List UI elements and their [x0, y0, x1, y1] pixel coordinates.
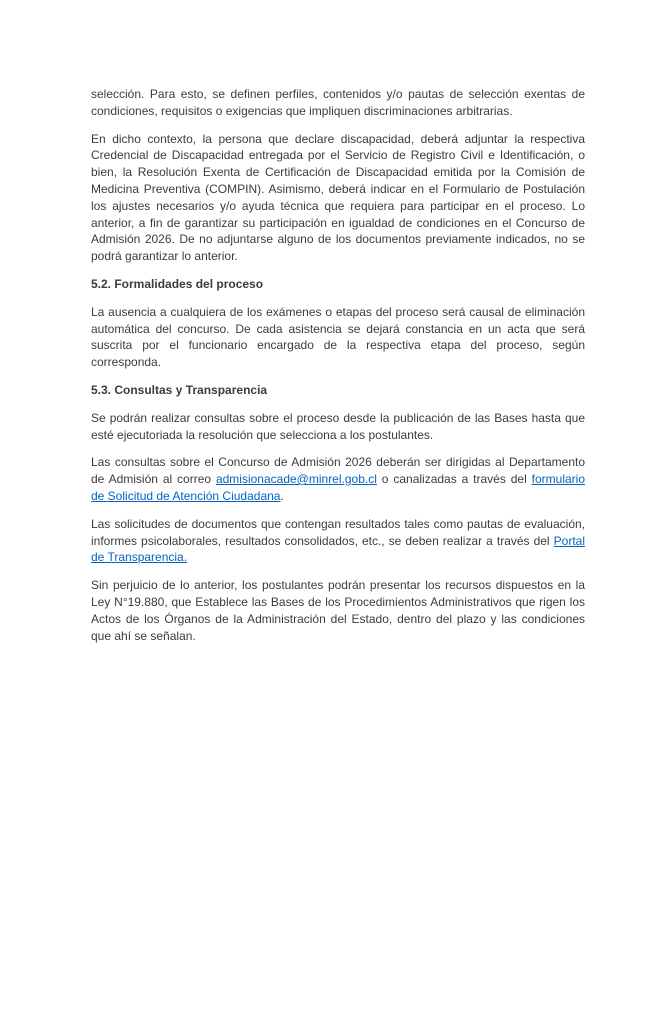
- section-heading: [91, 276, 585, 293]
- section-heading: [91, 382, 585, 399]
- text-run: o canalizadas a través del: [376, 472, 532, 487]
- text-run: Se podrán realizar consultas sobre el proceso desde la publicación de las Bases hasta que esté ejecutoriada la resolución que selecciona a los postulantes.: [91, 410, 585, 442]
- text-run: 5.2. Formalidades del proceso: [91, 276, 264, 291]
- text-run: Las solicitudes de documentos que contengan resultados tales como pautas de evaluación, informes psicolaborales, resultados consolidados, etc., se deben realizar a través del: [91, 516, 585, 548]
- document-content: [91, 86, 585, 655]
- portal-transparencia-link[interactable]: Portal de Transparencia.: [91, 533, 585, 565]
- paragraph: [91, 410, 585, 444]
- paragraph: [91, 454, 585, 504]
- paragraph: [91, 131, 585, 265]
- paragraph: [91, 577, 585, 644]
- text-run: Sin perjuicio de lo anterior, los postulantes podrán presentar los recursos dispuestos en la Ley N°19.880, que Establece las Bases de los Procedimientos Administrativos que rigen los Actos de los Órganos de la Administración del Estado, dentro del plazo y las condiciones que ahí se señalan.: [91, 578, 585, 643]
- email-link[interactable]: admisionacade@minrel.gob.cl: [215, 472, 377, 487]
- text-run: 5.3. Consultas y Transparencia: [91, 382, 268, 397]
- text-run: En dicho contexto, la persona que declare discapacidad, deberá adjuntar la respectiva Credencial de Discapacidad entregada por el Servicio de Registro Civil e Identificación, o bien, la Resolución Exenta de Certificación de Discapacidad emitida por la Comisión de Medicina Preventiva (COMPIN). Asimismo, deberá indicar en el Formulario de Postulación los ajustes necesarios y/o ayuda técnica que requiera para participar en el proceso. Lo anterior, a fin de garantizar su participación en igualdad de condiciones en el Concurso de Admisión 2026. De no adjuntarse alguno de los documentos previamente indicados, no se podrá garantizar lo anterior.: [91, 131, 585, 264]
- text-run: selección. Para esto, se definen perfiles, contenidos y/o pautas de selección exentas de condiciones, requisitos o exigencias que impliquen discriminaciones arbitrarias.: [91, 87, 585, 118]
- text-run: La ausencia a cualquiera de los exámenes o etapas del proceso será causal de eliminación automática del concurso. De cada asistencia se dejará constancia en un acta que será suscrita por el funcionario encargado de la respectiva etapa del proceso, según corresponda.: [91, 304, 585, 370]
- text-run: .: [280, 488, 284, 503]
- atencion-ciudadana-link[interactable]: formulario de Solicitud de Atención Ciudadana: [91, 472, 585, 503]
- paragraph: [91, 86, 585, 120]
- text-run: Las consultas sobre el Concurso de Admisión 2026 deberán ser dirigidas al Departamento de Admisión al correo: [91, 455, 585, 487]
- paragraph: [91, 516, 585, 566]
- paragraph: [91, 304, 585, 371]
